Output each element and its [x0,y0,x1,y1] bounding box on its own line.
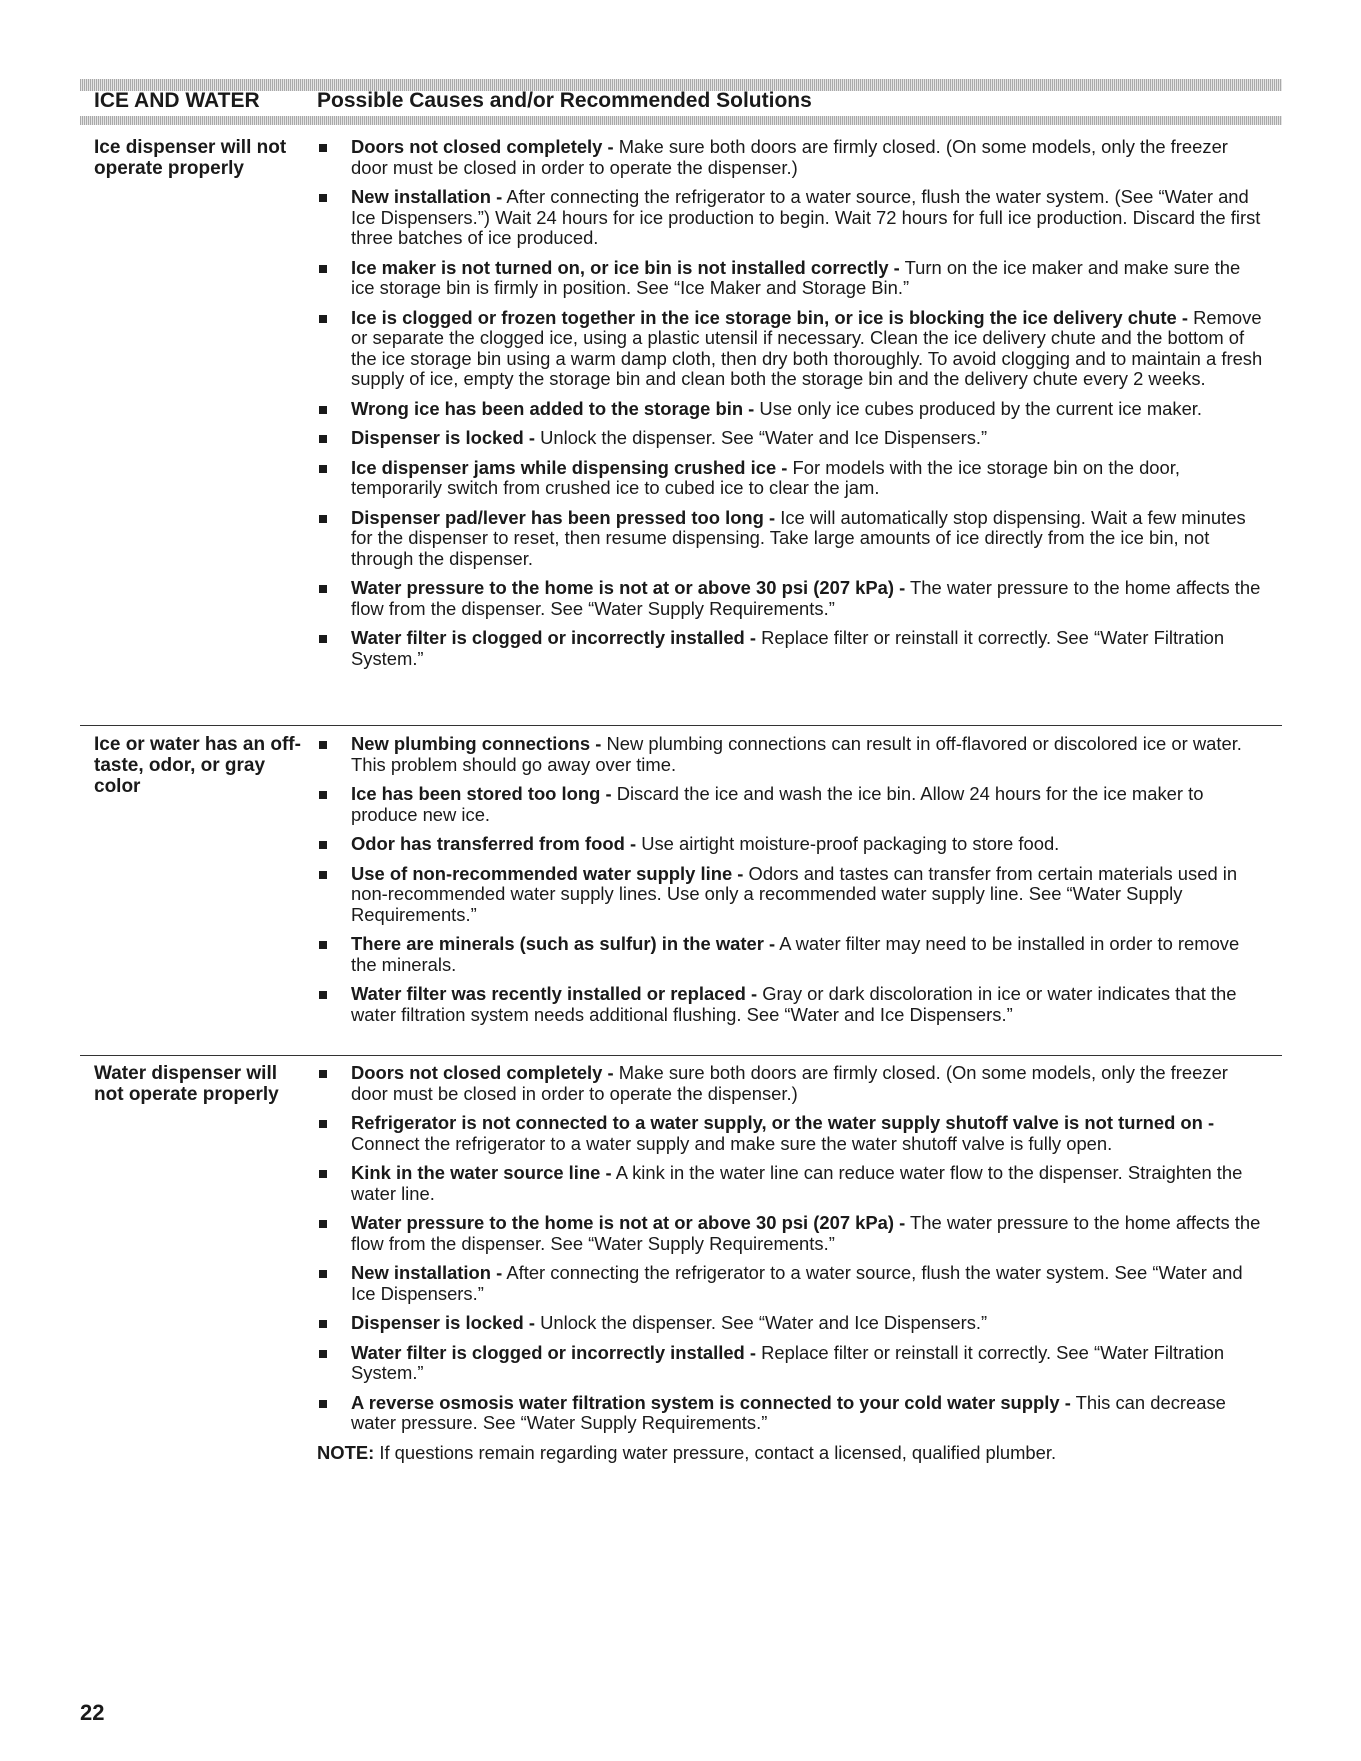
cause-label: Water filter is clogged or incorrectly installed - [351,627,757,648]
solution-text: A kink in the water line can reduce water flow to the dispenser. Straighten the water line. [351,1162,1243,1204]
solution-item [317,1063,1267,1104]
solution-item [317,984,1267,1025]
bullet-square-icon [319,1220,327,1228]
header-category: ICE AND WATER [94,89,260,112]
cause-label: Water pressure to the home is not at or above 30 psi (207 kPa) - [351,1212,906,1233]
page-number: 22 [80,1700,105,1725]
bullet-square-icon [319,841,327,849]
problem-title: Ice dispenser will not operate properly [94,137,287,179]
solution-item [317,834,1267,855]
section-divider [80,725,1282,726]
cause-label: New installation - [351,186,503,207]
cause-label: Water filter was recently installed or replaced - [351,983,758,1004]
bullet-square-icon [319,1120,327,1128]
note-text: If questions remain regarding water pressure, contact a licensed, qualified plumber. [374,1441,1057,1463]
solution-text: Replace filter or reinstall it correctly. See “Water Filtration System.” [351,627,1225,669]
cause-label: Water filter is clogged or incorrectly installed - [351,1341,757,1363]
bullet-square-icon [319,435,327,443]
bullet-square-icon [319,315,327,323]
cause-label: Kink in the water source line - [351,1162,612,1183]
solution-text: This can decrease water pressure. See “Water Supply Requirements.” [351,1391,1226,1433]
bullet-square-icon [319,585,327,593]
note-label: NOTE: [317,1441,375,1463]
header-solutions: Possible Causes and/or Recommended Solutions [317,89,812,112]
solution-item [317,187,1267,249]
cause-label: Dispenser is locked - [351,1312,535,1333]
bullet-square-icon [319,941,327,949]
solution-text: Ice will automatically stop dispensing. Wait a few minutes for the dispenser to reset, then resume dispensing. Take large amounts of ice directly from the ice bin, not through the dispenser. [351,506,1246,569]
problem-title: Water dispenser will not operate properly [94,1063,279,1105]
section-divider [80,1055,1282,1056]
solution-item [317,864,1267,926]
cause-label: There are minerals (such as sulfur) in the water - [351,933,776,954]
bullet-square-icon [319,871,327,879]
solutions-list [317,1063,1267,1463]
bullet-square-icon [319,741,327,749]
solution-item [317,399,1267,420]
cause-label: Ice has been stored too long - [351,783,612,804]
solution-text: The water pressure to the home affects the flow from the dispenser. See “Water Supply Requirements.” [351,1212,1261,1254]
solution-item [317,934,1267,975]
bullet-square-icon [319,406,327,414]
bullet-square-icon [319,1170,327,1178]
solution-text: After connecting the refrigerator to a water source, flush the water system. (See “Water and Ice Dispensers.”) Wait 24 hours for ice production to begin. Wait 72 hours for full ice production. Discard the first three batches of ice produced. [351,186,1261,248]
cause-label: A reverse osmosis water filtration system is connected to your cold water supply - [351,1391,1071,1413]
solution-text: Odors and tastes can transfer from certain materials used in non-recommended water supply lines. Use only a recommended water supply line. See “Water Supply Requirements.” [351,862,1238,925]
solution-text: Gray or dark discoloration in ice or water indicates that the water filtration system needs additional flushing. See “Water and Ice Dispensers.” [351,983,1237,1025]
bullet-square-icon [319,515,327,523]
solution-item [317,628,1267,669]
solution-item [317,578,1267,619]
solution-item [317,258,1267,299]
solution-item [317,137,1267,178]
solution-text: Replace filter or reinstall it correctly. See “Water Filtration System.” [351,1341,1225,1383]
bullet-square-icon [319,791,327,799]
solution-text: Discard the ice and wash the ice bin. Allow 24 hours for the ice maker to produce new ice. [351,783,1204,825]
solution-text: Unlock the dispenser. See “Water and Ice Dispensers.” [534,1312,988,1333]
solution-text: Use only ice cubes produced by the current ice maker. [754,397,1203,419]
bullet-square-icon [319,1320,327,1328]
solution-item [317,734,1267,775]
cause-label: Odor has transferred from food - [351,833,637,854]
bullet-square-icon [319,265,327,273]
bullet-square-icon [319,635,327,643]
solution-item [317,458,1267,499]
problem-title: Ice or water has an off-taste, odor, or gray color [94,734,301,797]
solutions-list [317,734,1267,1034]
cause-label: Use of non-recommended water supply line - [351,862,744,884]
solution-item [317,1163,1267,1204]
bullet-square-icon [319,1270,327,1278]
solution-item [317,784,1267,825]
solutions-list [317,137,1267,678]
cause-label: Ice maker is not turned on, or ice bin is not installed correctly - [351,256,900,278]
solution-item [317,1263,1267,1304]
cause-label: Doors not closed completely - [351,136,614,157]
solution-text: A water filter may need to be installed in order to remove the minerals. [351,933,1240,975]
solution-text: Use airtight moisture-proof packaging to store food. [636,833,1060,854]
cause-label: Refrigerator is not connected to a water supply, or the water supply shutoff valve is not turned on - [351,1112,1215,1133]
table-header [80,86,1282,118]
solution-item [317,508,1267,570]
solution-text: Connect the refrigerator to a water supply and make sure the water shutoff valve is fully open. [351,1132,1113,1154]
solution-item [317,1213,1267,1254]
cause-label: Dispenser is locked - [351,427,535,448]
solution-text: For models with the ice storage bin on the door, temporarily switch from crushed ice to cubed ice to clear the jam. [351,456,1180,498]
bullet-square-icon [319,1400,327,1408]
solution-item [317,1343,1267,1384]
bullet-square-icon [319,1350,327,1358]
solution-text: Unlock the dispenser. See “Water and Ice Dispensers.” [534,427,988,448]
cause-label: Ice is clogged or frozen together in the ice storage bin, or ice is blocking the ice delivery chute - [351,306,1188,328]
note [317,1443,1267,1464]
bullet-square-icon [319,991,327,999]
solution-text: New plumbing connections can result in off-flavored or discolored ice or water. This problem should go away over time. [351,733,1242,775]
solution-text: Make sure both doors are firmly closed. (On some models, only the freezer door must be closed in order to operate the dispenser.) [351,1062,1228,1104]
solution-item [317,1313,1267,1334]
solution-text: Remove or separate the clogged ice, using a plastic utensil if necessary. Clean the ice delivery chute and the bottom of the ice storage bin using a warm damp cloth, then dry both thoroughly. To avoid clogging and to maintain a fresh supply of ice, empty the storage bin and clean both the storage bin and the delivery chute every 2 weeks. [351,306,1263,389]
solution-text: Make sure both doors are firmly closed. (On some models, only the freezer door must be closed in order to operate the dispenser.) [351,136,1228,178]
header-band-bottom [80,116,1282,125]
bullet-square-icon [319,144,327,152]
solution-text: After connecting the refrigerator to a water source, flush the water system. See “Water and Ice Dispensers.” [351,1262,1243,1304]
cause-label: New installation - [351,1262,503,1283]
bullet-square-icon [319,194,327,202]
bullet-square-icon [319,465,327,473]
solution-item [317,1393,1267,1434]
cause-label: New plumbing connections - [351,733,602,754]
cause-label: Ice dispenser jams while dispensing crushed ice - [351,456,788,478]
cause-label: Water pressure to the home is not at or above 30 psi (207 kPa) - [351,577,906,598]
cause-label: Dispenser pad/lever has been pressed too long - [351,506,776,528]
cause-label: Wrong ice has been added to the storage bin - [351,397,755,419]
solution-item [317,1113,1267,1154]
bullet-square-icon [319,1070,327,1078]
solution-item [317,308,1267,390]
solution-text: The water pressure to the home affects the flow from the dispenser. See “Water Supply Requirements.” [351,577,1261,619]
solution-item [317,428,1267,449]
solution-text: Turn on the ice maker and make sure the ice storage bin is firmly in position. See “Ice Maker and Storage Bin.” [351,256,1241,298]
cause-label: Doors not closed completely - [351,1062,614,1083]
